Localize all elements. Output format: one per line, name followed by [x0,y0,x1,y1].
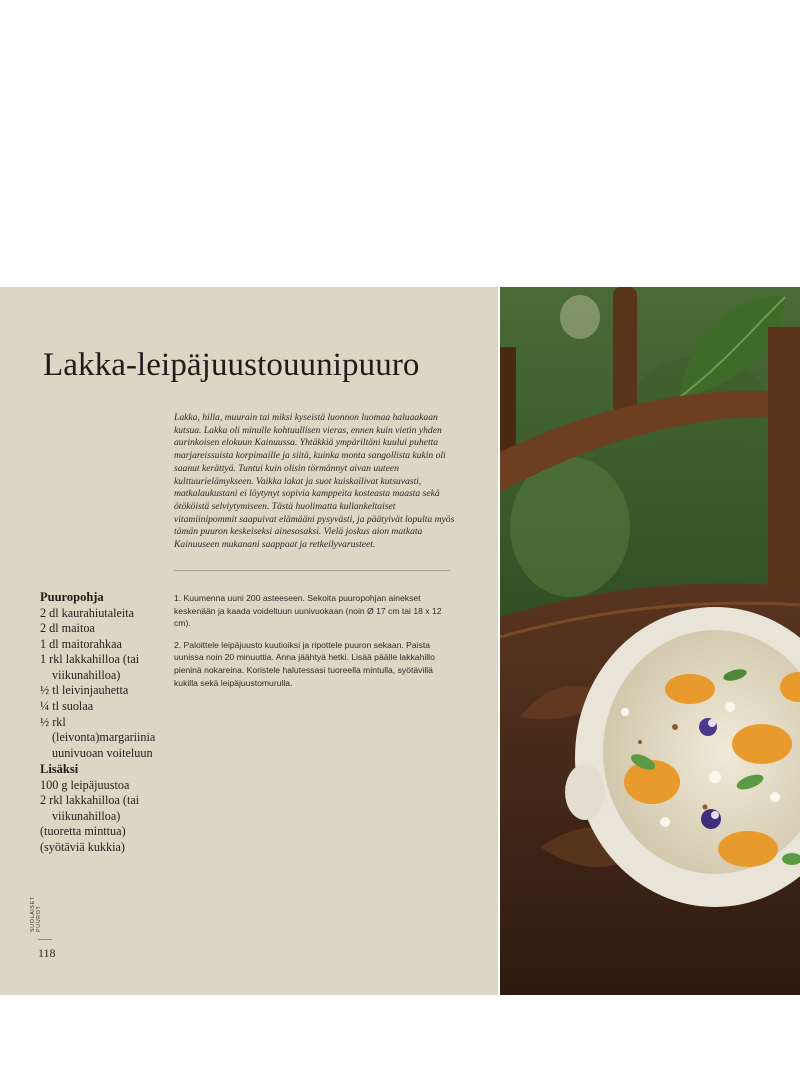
recipe-intro: Lakka, hilla, muurain tai miksi kyseistä luonnon luomaa haluaakaan kutsua. Lakka oli minulle kohtuullisen vieras, ennen kuin vietin yhden aurinkoisen elokuun Kainuussa. Yhtäkkiä ympäriltäni kuului puhetta marjareissuista korpimaille ja siitä, kuinka monta sangollista kukin oli saanut kerättyä. Tuntui kuin olisin törmännyt aivan uuteen kulttuurielämykseen. Vaikka lakat ja suot kuiskailivat kutsuvasti, matkalaukustani ei löytynyt sopivia kamppeita kosteasta maasta sekä ötököistä selviytymiseen. Tästä huolimatta kullankeltaiset vitamiinipommit saapuivat elämääni pysyvästi, ja päätyivät lopulta myös tämän puuron keskeiseksi ainesosaksi. Vielä joskus aion matkata Kainuuseen mukanani saappaat ja retkeilyvarusteet. [174,412,455,551]
porridge-photo [500,287,800,995]
page-number-rule [38,939,52,940]
book-spread [0,287,800,995]
recipe-title: Lakka-leipäjuustouunipuuro [43,347,420,383]
section-label-line2: PUUROT [36,905,43,932]
recipe-steps [174,592,454,698]
ingredient-item: (tuoretta minttua) [40,824,126,839]
ingredient-item: 2 dl kaurahiutaleita [40,605,135,620]
step-2: 2. Paloittele leipäjuusto kuutioiksi ja ripottele puuron sekaan. Paista uunissa noin 20 minuuttia. Anna jäähtyä hetki. Lisää päälle lakkahillo pieninä nokareina. Koristele halutessasi tuoreella mintulla, syötävillä kukilla sekä leipäjuustomurulla. [174,639,435,688]
ingredient-item: ½ rkl (leivonta)margariinia uunivuoan voiteluun [40,714,156,760]
ingredients-extra [40,762,170,855]
recipe-page [0,287,498,995]
ingredient-item: (syötäviä kukkia) [40,839,125,854]
ingredient-item: 1 rkl lakkahilloa (tai viikunahilloa) [40,652,140,682]
ingredient-item: ¼ tl suolaa [40,699,94,714]
ingredient-item: ½ tl leivinjauhetta [40,683,129,698]
step-1: 1. Kuumenna uuni 200 asteeseen. Sekoita puuropohjan ainekset keskenään ja kaada voideltuun uunivuokaan (noin Ø 17 cm tai 18 x 12 cm). [174,593,442,629]
ingredient-item: 1 dl maitorahkaa [40,636,122,651]
section-label [30,882,80,932]
ingredient-item: 2 rkl lakkahilloa (tai viikunahilloa) [40,793,140,823]
ingredients-base-list [40,606,170,762]
ingredients-extra-list [40,778,170,856]
ingredient-item: 100 g leipäjuustoa [40,777,130,792]
divider-line [174,570,450,571]
ingredients-base-heading: Puuropohja [40,590,104,604]
ingredients-base [40,590,170,761]
ingredients-extra-heading: Lisäksi [40,762,79,776]
ingredient-item: 2 dl maitoa [40,621,95,636]
section-label-line1: SUOLAISET [30,896,36,932]
porridge-photo-illustration [500,287,800,995]
page-number: 118 [38,946,56,960]
